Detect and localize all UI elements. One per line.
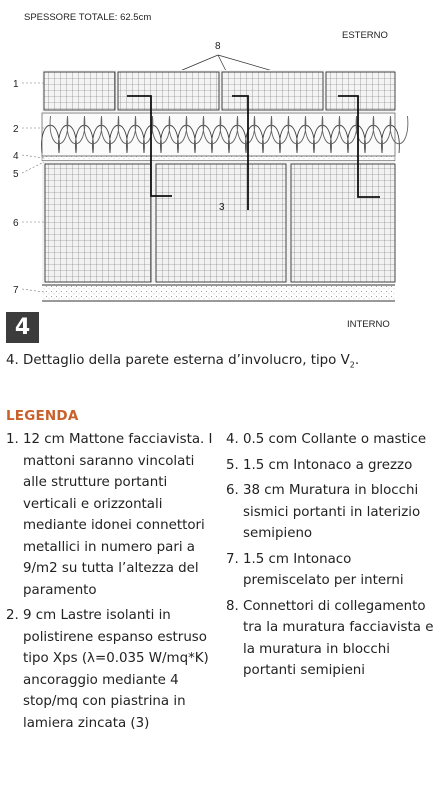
figure-number-badge: 4 <box>6 312 39 343</box>
legend-item-text: 38 cm Muratura in blocchi sismici portanti in laterizio semipieno <box>243 483 421 541</box>
caption-suffix: . <box>354 353 360 368</box>
layer-number-1: 1 <box>13 79 19 90</box>
legend-right-column <box>226 429 435 682</box>
legend-item-number: 7. <box>226 551 239 567</box>
legend-item-number: 6. <box>226 483 239 498</box>
layer-callouts <box>13 79 46 296</box>
facing-brick-layer <box>42 70 395 112</box>
legend-item <box>226 549 435 592</box>
caption-subscript: 2 <box>349 360 355 370</box>
outside-label: ESTERNO <box>342 30 388 41</box>
legend-item-text: 1.5 cm Intonaco premiscelato per interni <box>243 551 404 588</box>
legend-item-text: 1.5 cm Intonaco a grezzo <box>243 457 413 473</box>
legend-item <box>226 429 435 451</box>
callout-3: 3 <box>219 202 225 213</box>
layer-number-7: 7 <box>13 285 19 296</box>
legend-item-number: 4. <box>226 432 239 447</box>
plaster-layers <box>42 156 395 161</box>
legend-item <box>226 455 435 477</box>
layer-number-4: 4 <box>13 151 19 162</box>
legend-item-number: 1. <box>6 432 19 447</box>
wall-section-drawing <box>0 0 435 345</box>
legend-item-number: 8. <box>226 598 239 614</box>
total-thickness-label: SPESSORE TOTALE: 62.5cm <box>24 12 152 23</box>
inside-label: INTERNO <box>347 319 390 330</box>
legend-item-text: 9 cm Lastre isolanti in polistirene espanso estruso tipo Xps (λ=0.035 W/mq*K) ancoraggio mediante 4 stop/mq con piastrina in lamiera zincata (3) <box>23 608 209 731</box>
callout-8: 8 <box>215 41 221 52</box>
layer-number-2: 2 <box>13 124 19 135</box>
legend-item-number: 2. <box>6 608 19 623</box>
figure-caption <box>6 352 431 375</box>
legend-item <box>226 480 435 545</box>
layer-number-6: 6 <box>13 218 19 229</box>
legend-item-text: 12 cm Mattone facciavista. I mattoni saranno vincolati alle strutture portanti verticali e orizzontali mediante idonei connettori metallici in numero pari a 9/m2 su tutta l’altezza del paramento <box>23 432 213 598</box>
legend-left-column <box>6 429 218 734</box>
caption-text: 4. Dettaglio della parete esterna d’involucro, tipo V <box>6 353 350 368</box>
insulation-layer <box>42 113 408 156</box>
legend-item-text: 0.5 com Collante o mastice <box>243 432 427 447</box>
legend-item-number: 5. <box>226 457 239 473</box>
legend-item <box>226 596 435 682</box>
legend-item-text: Connettori di collegamento tra la muratura facciavista e la muratura in blocchi portanti semipieni <box>243 598 434 678</box>
legend-item <box>6 605 218 734</box>
legend-item <box>6 429 218 601</box>
layer-number-5: 5 <box>13 169 19 180</box>
internal-plaster-layer <box>42 284 395 301</box>
legend-title: LEGENDA <box>6 408 79 424</box>
masonry-block-layer <box>42 161 395 283</box>
